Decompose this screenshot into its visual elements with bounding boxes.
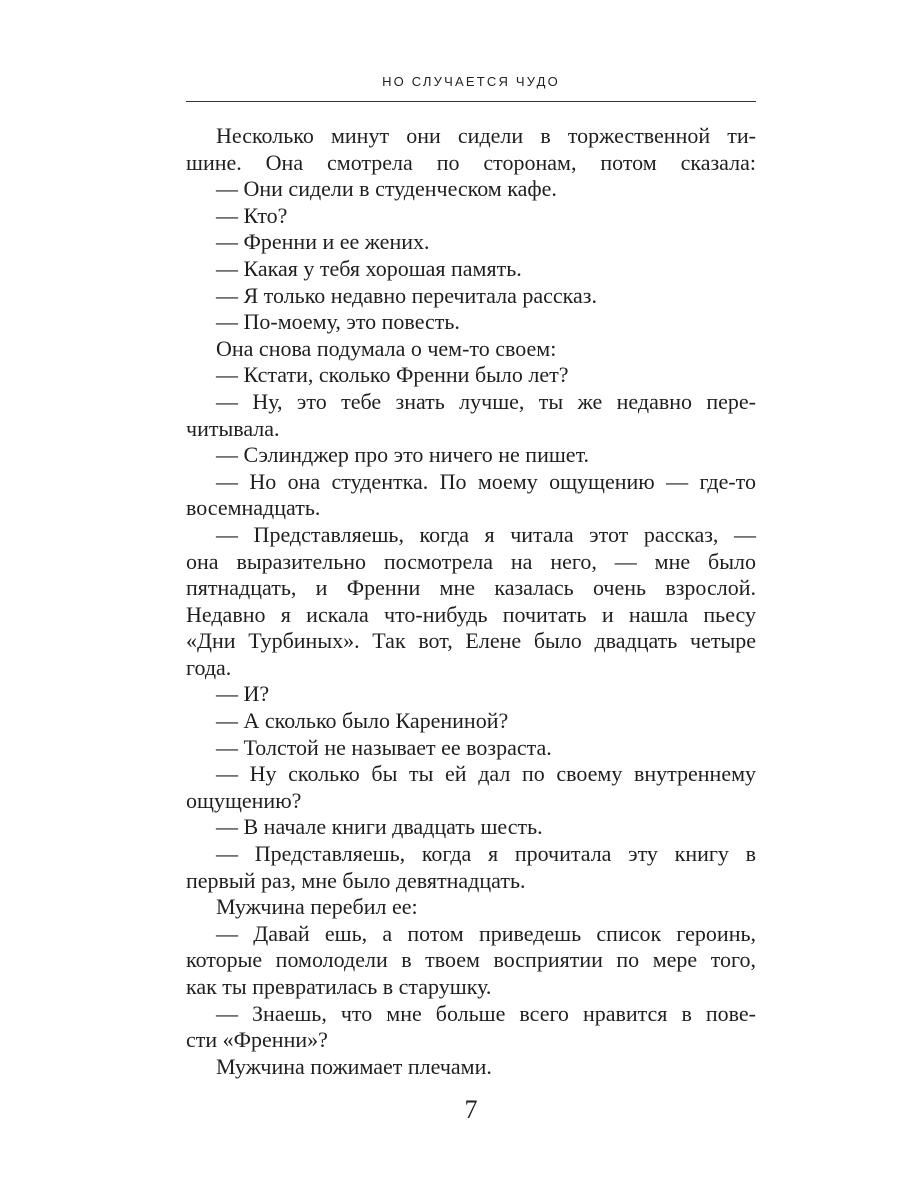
text-line: — Кто? [216,202,288,228]
text-line: Мужчина пожимает плечами. [216,1053,492,1079]
text-line: — И? [216,681,270,707]
text-line: — Представляешь, когда я читала этот рассказ, — [216,521,756,547]
text-line: — Представляешь, когда я прочитала эту книгу в [216,841,756,867]
text-line: шине. Она смотрела по сторонам, потом сказала: [186,149,756,175]
text-line: Несколько минут они сидели в торжественной ти- [216,123,756,148]
page-number: 7 [464,1095,478,1124]
text-line: — Я только недавно перечитала рассказ. [216,282,597,308]
text-line: — Френни и ее жених. [216,229,430,255]
text-line: — Какая у тебя хорошая память. [216,255,522,281]
text-line: — Но она студентка. По моему ощущению — где-то [216,468,756,494]
text-line: как ты превратилась в старушку. [186,974,492,999]
text-line: сти «Френни»? [186,1027,328,1053]
text-line: ощущению? [186,787,302,813]
text-line: — А сколько было Карениной? [216,708,509,734]
text-line: она выразительно посмотрела на него, — мне было [186,548,756,574]
text-line: — Сэлинджер про это ничего не пишет. [216,442,590,468]
text-line: Мужчина перебил ее: [216,894,418,920]
text-line: года. [186,654,232,680]
text-line: Она снова подумала о чем-то своем: [216,335,557,361]
text-line: — В начале книги двадцать шесть. [216,814,543,840]
text-line: — По-моему, это повесть. [216,309,460,335]
text-line: восемнадцать. [186,495,321,521]
text-line: — Кстати, сколько Френни было лет? [216,362,569,388]
text-line: — Толстой не называет ее возраста. [216,734,552,760]
text-line: «Дни Турбиных». Так вот, Елене было двадцать четыре [186,628,756,654]
text-line: которые помолодели в твоем восприятии по мере того, [186,947,756,973]
text-line: пятнадцать, и Френни мне казалась очень взрослой. [186,575,756,601]
text-line: — Ну, это тебе знать лучше, ты же недавно пере- [216,388,756,414]
running-title: НО СЛУЧАЕТСЯ ЧУДО [382,74,560,89]
text-line: — Они сидели в студенческом кафе. [216,176,557,202]
header-rule [186,101,756,102]
text-line: первый раз, мне было девятнадцать. [186,867,526,893]
text-line: читывала. [186,415,280,441]
body-text [186,123,756,1080]
text-line: — Давай ешь, а потом приведешь список героинь, [216,920,756,946]
text-line: Недавно я искала что-нибудь почитать и нашла пьесу [186,601,756,627]
text-line: — Ну сколько бы ты ей дал по своему внутреннему [216,761,756,787]
text-line: — Знаешь, что мне больше всего нравится в пове- [216,1000,756,1026]
